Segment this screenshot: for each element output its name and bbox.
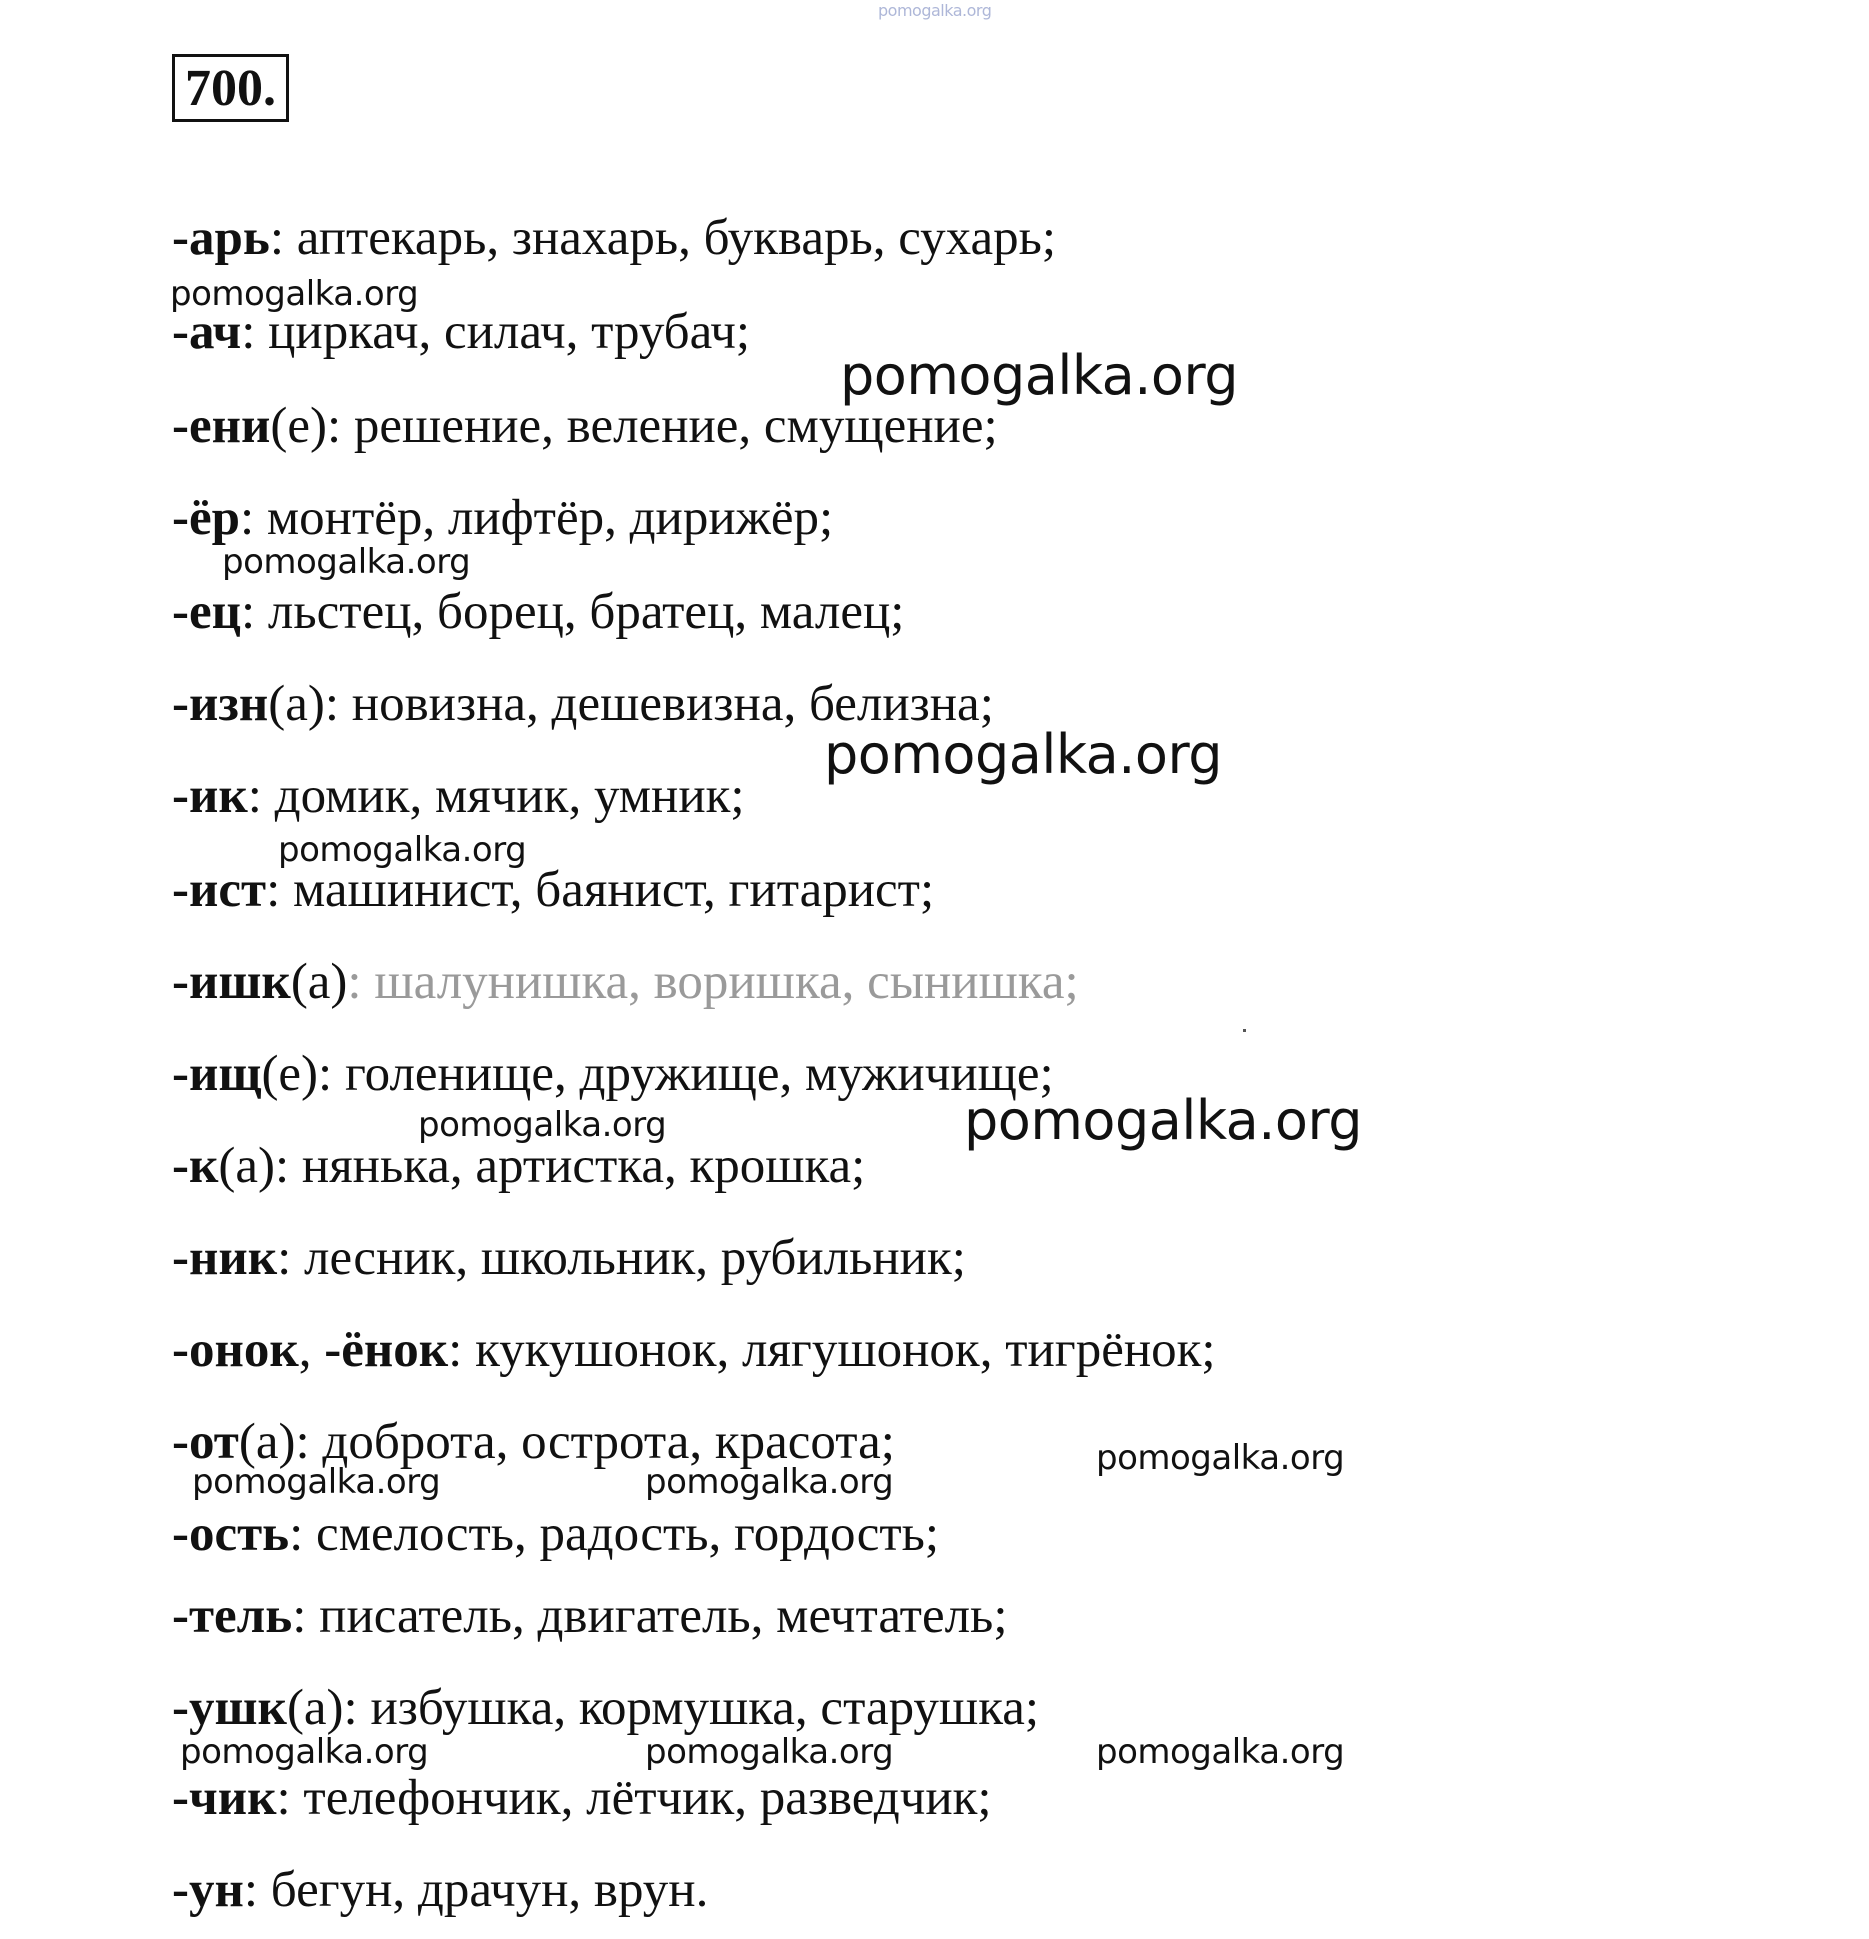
examples: : аптекарь, знахарь, букварь, сухарь; — [269, 210, 1057, 266]
suffix: -ач — [172, 304, 242, 360]
suffix: -ист — [172, 862, 267, 918]
suffix: -ость — [172, 1506, 290, 1562]
examples: : кукушонок, лягушонок, тигрёнок; — [448, 1322, 1216, 1378]
suffix: -ени — [172, 398, 271, 454]
suffix-line — [172, 766, 745, 826]
suffix-line: -ишк(а): шалунишка, воришка, сынишка; — [172, 954, 1079, 1010]
suffix: -ёр — [172, 490, 240, 546]
watermark: pomogalka.org — [964, 1089, 1362, 1152]
watermark: pomogalka.org — [824, 723, 1222, 786]
suffix: -ищ — [172, 1046, 262, 1102]
examples: : смелость, радость, гордость; — [289, 1506, 940, 1562]
examples: : нянька, артистка, крошка; — [274, 1138, 866, 1194]
suffix: -от — [172, 1414, 239, 1470]
examples: : голенище, дружище, мужичище; — [318, 1046, 1054, 1102]
watermark: pomogalka.org — [645, 1732, 894, 1772]
watermark: pomogalka.org — [418, 1105, 667, 1145]
suffix-line: -ушк(а): избушка, кормушка, старушка; — [172, 1680, 1040, 1736]
examples: : писатель, двигатель, мечтатель; — [292, 1588, 1008, 1644]
examples: : решение, веление, смущение; — [327, 398, 998, 454]
watermark: pomogalka.org — [180, 1732, 429, 1772]
suffix-line: -к(а): нянька, артистка, крошка; — [172, 1138, 866, 1194]
suffix: -тель — [172, 1588, 293, 1644]
suffix: -ник — [172, 1230, 278, 1286]
watermark: pomogalka.org — [1096, 1438, 1345, 1478]
suffix-line — [172, 1586, 1008, 1646]
exercise-number-box: 700. — [172, 54, 289, 122]
examples: : избушка, кормушка, старушка; — [343, 1680, 1040, 1736]
suffix-line: -от(а): доброта, острота, красота; — [172, 1414, 895, 1470]
examples: : льстец, борец, братец, малец; — [241, 584, 905, 640]
examples: : циркач, силач, трубач; — [241, 304, 751, 360]
examples: : монтёр, лифтёр, дирижёр; — [239, 490, 834, 546]
suffix: -арь — [172, 210, 270, 266]
watermark: pomogalka.org — [222, 542, 471, 582]
suffix-line — [172, 208, 1056, 268]
suffix-line — [172, 1768, 992, 1828]
suffix-line — [172, 488, 833, 548]
suffix-line — [172, 1860, 708, 1920]
suffix: -чик — [172, 1770, 277, 1826]
suffix: -изн — [172, 676, 269, 732]
watermark: pomogalka.org — [1096, 1732, 1345, 1772]
watermark: pomogalka.org — [170, 274, 419, 314]
suffix-line — [172, 1504, 939, 1564]
suffix-line — [172, 582, 904, 642]
suffix-line: -ищ(е): голенище, дружище, мужичище; — [172, 1046, 1054, 1102]
suffix: -ец — [172, 584, 242, 640]
suffix: -онок — [172, 1322, 299, 1378]
examples: : телефончик, лётчик, разведчик; — [276, 1770, 992, 1826]
suffix-line — [172, 1228, 966, 1288]
watermark: pomogalka.org — [192, 1462, 441, 1502]
suffix-line: -изн(а): новизна, дешевизна, белизна; — [172, 676, 994, 732]
suffix-line: -ени(е): решение, веление, смущение; — [172, 398, 998, 454]
examples: : лесник, школьник, рубильник; — [277, 1230, 966, 1286]
watermark: pomogalka.org — [278, 830, 527, 870]
examples: : доброта, острота, красота; — [295, 1414, 895, 1470]
suffix-alt: -ёнок — [324, 1322, 449, 1378]
suffix: -ишк — [172, 954, 291, 1010]
watermark: pomogalka.org — [840, 344, 1238, 407]
suffix: -ик — [172, 768, 248, 824]
suffix-line: -онок, -ёнок: кукушонок, лягушонок, тигрёнок; — [172, 1322, 1216, 1378]
examples: : домик, мячик, умник; — [247, 768, 745, 824]
watermark: pomogalka.org — [645, 1462, 894, 1502]
scan-speck — [1243, 1029, 1246, 1032]
examples: : машинист, баянист, гитарист; — [266, 862, 935, 918]
examples: : бегун, драчун, врун. — [243, 1862, 709, 1918]
suffix: -к — [172, 1138, 219, 1194]
watermark-top: pomogalka.org — [878, 1, 992, 20]
suffix: -ушк — [172, 1680, 287, 1736]
examples: : шалунишка, воришка, сынишка; — [347, 954, 1079, 1010]
examples: : новизна, дешевизна, белизна; — [324, 676, 994, 732]
suffix: -ун — [172, 1862, 244, 1918]
